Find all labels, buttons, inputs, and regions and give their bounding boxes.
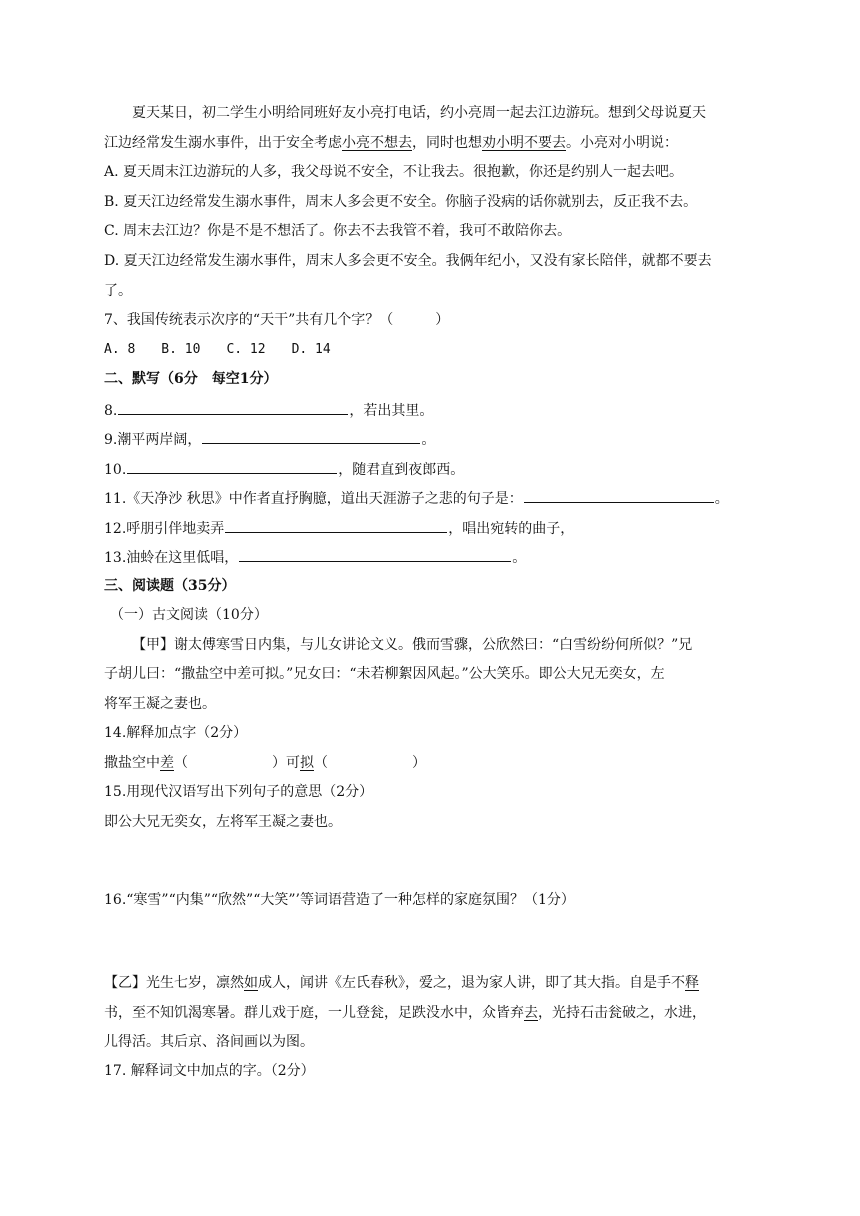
q17-stem: 17. 解释词文中加点的字。（2分） [104, 1063, 315, 1079]
q12: 12.呼朋引伴地卖弄 ，唱出宛转的曲子， [104, 517, 574, 539]
q6-option-c: C. 周末去江边？你是不是不想活了。你去不去我管不着，我可不敢陪你去。 [104, 223, 572, 239]
passage-line-1: 夏天某日，初二学生小明给同班好友小亮打电话，约小亮周一起去江边游玩。想到父母说夏天 [132, 105, 706, 121]
dotted-char-qu: 去 [524, 1005, 538, 1021]
q9: 9.潮平两岸阔， 。 [104, 428, 435, 450]
q12-blank[interactable] [225, 517, 447, 533]
q7-stem: 7、我国传统表示次序的“天干”共有几个字？（ ） [104, 312, 450, 328]
q14-items: 撒盐空中差（ ）可拟（ ） [104, 755, 426, 771]
q10: 10. ，随君直到夜郎西。 [104, 458, 464, 480]
q13: 13.油蛉在这里低唱， 。 [104, 546, 526, 568]
q10-blank[interactable] [127, 458, 337, 474]
q11: 11.《天净沙 秋思》中作者直抒胸臆，道出天涯游子之悲的句子是： 。 [104, 487, 729, 509]
q8: 8. ，若出其里。 [104, 399, 433, 421]
q14-stem: 14.解释加点字（2分） [104, 725, 248, 741]
q8-blank[interactable] [118, 399, 348, 415]
section-3-title: 三、阅读题（35分） [104, 578, 236, 594]
dotted-char-cha: 差 [160, 755, 174, 771]
dotted-char-shi: 释 [685, 975, 699, 991]
q6-option-d-cont: 了。 [104, 283, 132, 299]
q16-stem: 16.“寒雪”“内集”“欣然”“大笑”’等词语营造了一种怎样的家庭氛围？（1分） [104, 892, 575, 908]
q6-option-a: A. 夏天周末江边游玩的人多，我父母说不安全，不让我去。很抱歉，你还是约别人一起去吧。 [104, 164, 684, 180]
dotted-char-ru: 如 [244, 975, 258, 991]
q11-blank[interactable] [524, 487, 714, 503]
passage-jia-line-1: 【甲】谢太傅寒雪日内集，与儿女讲论文义。俄而雪骤，公欣然曰：“白雪纷纷何所似？”兄 [132, 637, 693, 653]
passage-jia-line-3: 将军王凝之妻也。 [104, 696, 216, 712]
passage-yi-line-1: 【乙】光生七岁，凛然如成人，闻讲《左氏春秋》，爱之，退为家人讲，即了其大指。自是手不释 [104, 975, 699, 991]
passage-line-2: 江边经常发生溺水事件，出于安全考虑小亮不想去，同时也想劝小明不要去。小亮对小明说： [104, 135, 678, 151]
subsection-classical-reading: （一）古文阅读（10分） [110, 607, 268, 623]
q13-blank[interactable] [239, 546, 511, 562]
q6-option-b: B. 夏天江边经常发生溺水事件，周末人多会更不安全。你脑子没病的话你就别去，反正我不去。 [104, 194, 698, 210]
passage-yi-line-3: 儿得活。其后京、洛间画以为图。 [104, 1034, 314, 1050]
section-2-title: 二、默写（6分 每空1分） [104, 371, 278, 387]
passage-jia-line-2: 子胡儿曰：“撒盐空中差可拟。”兄女曰：“未若柳絮因风起。”公大笑乐。即公大兄无奕女，左 [104, 666, 665, 682]
dotted-char-ni: 拟 [300, 755, 314, 771]
underlined-phrase-2: 劝小明不要去 [482, 135, 566, 151]
q15-sentence: 即公大兄无奕女，左将军王凝之妻也。 [104, 814, 342, 830]
q6-option-d: D. 夏天江边经常发生溺水事件，周末人多会更不安全。我俩年纪小，又没有家长陪伴，就都不要去 [104, 253, 712, 269]
underlined-phrase-1: 小亮不想去 [342, 135, 412, 151]
q7-options: A. 8 B. 10 C. 12 D. 14 [104, 342, 331, 357]
q9-blank[interactable] [202, 428, 420, 444]
q15-stem: 15.用现代汉语写出下列句子的意思（2分） [104, 784, 374, 800]
passage-yi-line-2: 书，至不知饥渴寒暑。群儿戏于庭，一儿登瓮，足跌没水中，众皆弃去，光持石击瓮破之，水进， [104, 1005, 706, 1021]
